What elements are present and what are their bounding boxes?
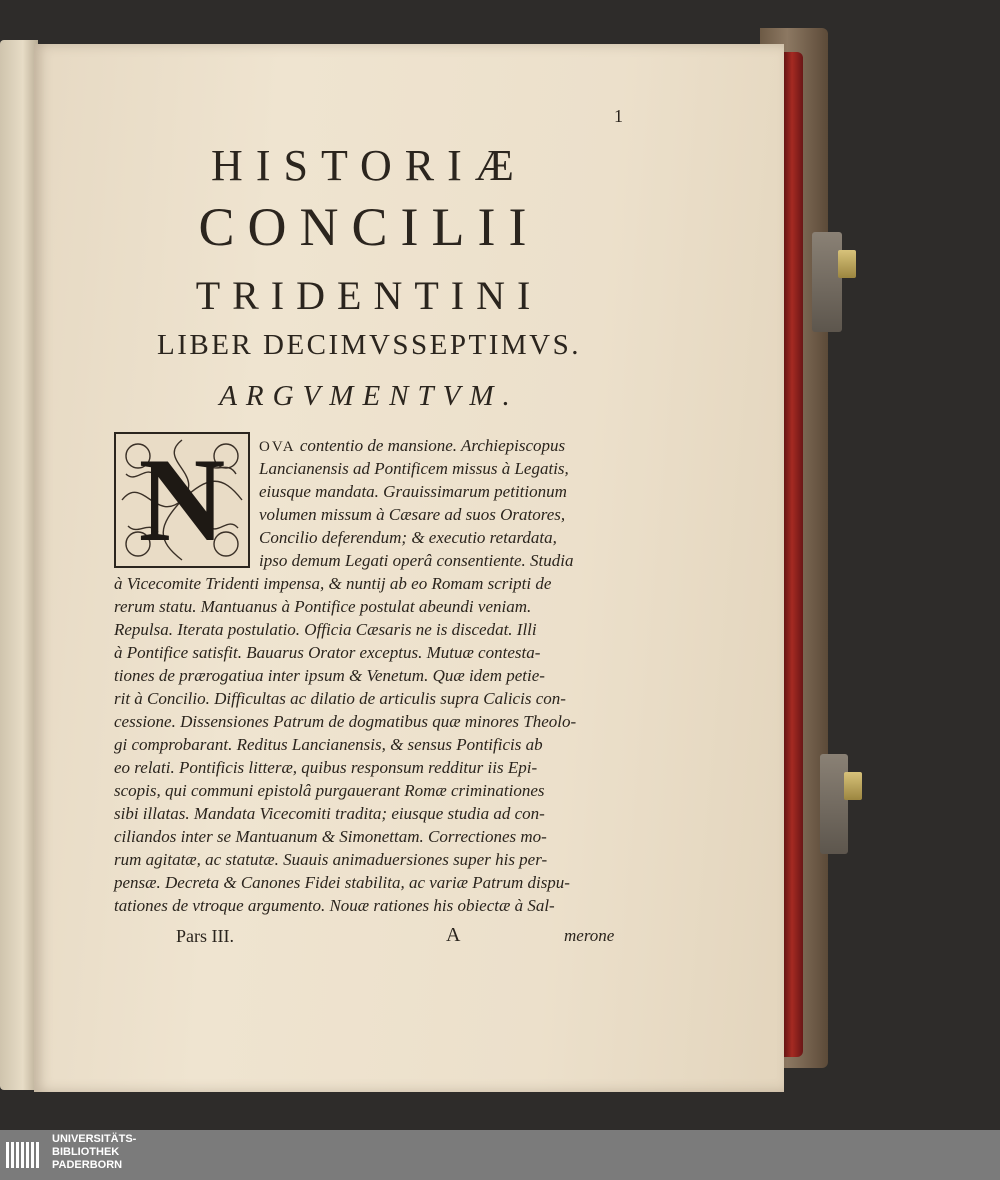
body-line: cessione. Dissensiones Patrum de dogmatibus quæ minores Theolo- bbox=[114, 712, 577, 731]
body-line: volumen missum à Cæsare ad suos Oratores, bbox=[259, 505, 566, 524]
signature-mark: A bbox=[446, 924, 461, 946]
folio-number: 1 bbox=[614, 106, 623, 126]
body-line: rit à Concilio. Difficultas ac dilatio de articulis supra Calicis con- bbox=[114, 689, 566, 708]
body-line: pensæ. Decreta & Canones Fidei stabilita, ac variæ Patrum dispu- bbox=[114, 873, 570, 892]
red-page-edges bbox=[783, 52, 803, 1057]
body-line: à Vicecomite Tridenti impensa, & nuntij ab eo Romam scripti de bbox=[114, 574, 552, 593]
title-line-2: CONCILII bbox=[198, 197, 540, 257]
library-name bbox=[52, 1133, 136, 1172]
body-line: ipso demum Legati operâ consentiente. Studia bbox=[259, 551, 574, 570]
lower-clasp bbox=[820, 754, 848, 854]
body-line: Repulsa. Iterata postulatio. Officia Cæsaris ne is discedat. Illi bbox=[114, 620, 537, 639]
body-line: rum agitatæ, ac statutæ. Suauis animaduersiones super his per- bbox=[114, 850, 548, 869]
book-page bbox=[34, 44, 784, 1092]
body-line: eo relati. Pontificis litteræ, quibus responsum redditur iis Epi- bbox=[114, 758, 538, 777]
library-name-line: UNIVERSITÄTS- bbox=[52, 1133, 137, 1145]
body-line: eiusque mandata. Grauissimarum petitionum bbox=[259, 482, 567, 501]
body-line: rerum statu. Mantuanus à Pontifice postulat abeundi veniam. bbox=[114, 597, 532, 616]
library-footer-bar bbox=[0, 1130, 1000, 1180]
catchword: merone bbox=[564, 926, 615, 945]
facing-page-edge bbox=[0, 40, 38, 1090]
body-line: Concilio deferendum; & executio retardata, bbox=[259, 528, 557, 547]
body-line: tationes de vtroque argumento. Nouæ rationes his obiectæ à Sal- bbox=[114, 896, 555, 915]
upper-clasp bbox=[812, 232, 842, 332]
first-line-rest: contentio de mansione. Archiepiscopus bbox=[295, 436, 566, 455]
body-line: ciliandos inter se Mantuanum & Simonettam. Correctiones mo- bbox=[114, 827, 547, 846]
body-line: à Pontifice satisfit. Bauarus Orator exceptus. Mutuæ contesta- bbox=[114, 643, 541, 662]
library-name-line: BIBLIOTHEK bbox=[52, 1146, 120, 1158]
part-label: Pars III. bbox=[176, 926, 234, 946]
title-line-1: HISTORIÆ bbox=[211, 141, 527, 190]
first-word-caps: OVA bbox=[259, 439, 296, 455]
body-line: sibi illatas. Mandata Vicecomiti tradita; eiusque studia ad con- bbox=[114, 804, 545, 823]
body-line: scopis, qui communi epistolâ purgauerant Romæ criminationes bbox=[114, 781, 545, 800]
drop-cap-letter: N bbox=[138, 433, 226, 566]
title-line-3: TRIDENTINI bbox=[195, 273, 543, 318]
library-logo-icon bbox=[6, 1138, 46, 1172]
body-line: tiones de prærogatiua inter ipsum & Venetum. Quæ idem petie- bbox=[114, 666, 545, 685]
body-line: gi comprobarant. Reditus Lancianensis, & sensus Pontificis ab bbox=[114, 735, 543, 754]
library-name-line: PADERBORN bbox=[52, 1159, 123, 1171]
body-line bbox=[259, 436, 624, 457]
section-heading: ARGVMENTVM. bbox=[219, 380, 519, 412]
decorated-initial bbox=[114, 432, 250, 568]
body-line: Lancianensis ad Pontificem missus à Legatis, bbox=[259, 459, 569, 478]
title-line-4: LIBER DECIMVSSEPTIMVS. bbox=[157, 329, 581, 361]
